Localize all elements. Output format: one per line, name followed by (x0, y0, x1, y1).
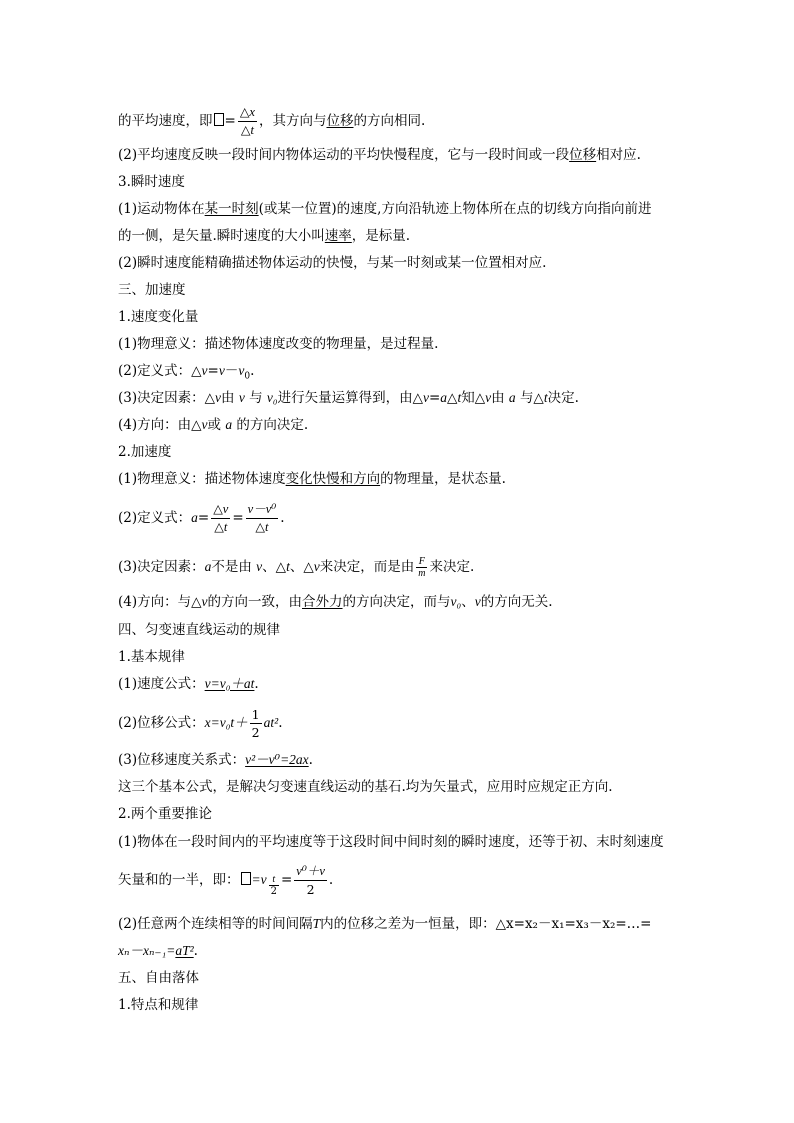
avg-velocity-line: 的平均速度，即 = $\frac{\triangle x}{\triangle t}$ ，其方向与位移的方向相同. (118, 105, 426, 137)
text: (1)速度公式： (118, 676, 205, 692)
var: v (238, 390, 245, 405)
text: 的一侧，是矢量.瞬时速度的大小叫 (118, 228, 325, 244)
text: 的方向决定. (236, 417, 309, 433)
subheading: 1.特点和规律 (118, 997, 199, 1013)
numerator: △v (211, 501, 230, 519)
paragraph-line: 这三个基本公式，是解决匀变速直线运动的基石.均为矢量式，应用时应规定正方向. (118, 779, 613, 795)
var: v (313, 559, 320, 574)
text: 的物理量，是状态量. (380, 471, 506, 487)
var: a (191, 510, 198, 525)
subheading: 2.加速度 (118, 444, 172, 460)
text: 的平均速度，即 (118, 113, 213, 129)
text: = (207, 363, 219, 379)
var: v (201, 363, 208, 378)
var: v₀ (266, 390, 278, 405)
text: 内的位移之差为一恒量，即：△x=x₂－x₁=x₃－x₂=…= (320, 916, 652, 932)
var: v (485, 390, 492, 405)
formula-line (118, 750, 313, 770)
text: (2)定义式：△ (118, 363, 202, 379)
underlined-formula: v²－v⁰=2ax (245, 752, 309, 767)
var: v (422, 390, 429, 405)
denominator: △t (255, 520, 269, 534)
var: v (238, 363, 245, 378)
text: . (328, 872, 334, 888)
text: 与 (249, 390, 263, 406)
paragraph-line (118, 914, 651, 934)
text: 来决定，而是由 (319, 559, 415, 575)
text: = (280, 872, 293, 888)
fraction (250, 706, 262, 741)
var: v₀ (450, 594, 462, 609)
denominator: 2 (270, 886, 277, 897)
var: v (201, 594, 208, 609)
formula-line (118, 361, 254, 381)
var: t (457, 390, 462, 405)
underlined-term: 某一时刻 (204, 201, 259, 217)
text: － (224, 363, 239, 379)
text: 、△ (262, 559, 287, 575)
var: a (225, 417, 233, 432)
numerator: △x (238, 104, 257, 122)
text: = (232, 510, 244, 526)
text: (3)位移速度关系式： (118, 752, 246, 768)
text: 不是由 (211, 559, 252, 575)
text: 进行矢量运算得到，由△ (277, 390, 423, 406)
text: (4)方向：由△ (118, 417, 202, 433)
text: . (254, 676, 259, 692)
formula-line (118, 705, 282, 741)
text: 的方向决定，而与 (342, 594, 451, 610)
paragraph-line: (1)物理意义：描述物体速度改变的物理量，是过程量. (118, 336, 439, 352)
text: 与△ (519, 390, 544, 406)
paragraph-line (118, 592, 553, 612)
paragraph-line (118, 226, 410, 246)
fraction (416, 556, 427, 579)
paragraph-line (118, 415, 308, 435)
formula-line (118, 674, 259, 694)
formula-line (118, 497, 285, 539)
paragraph-line (118, 388, 579, 408)
text: (2)位移公式： (118, 715, 205, 731)
subscript-fraction (269, 874, 279, 897)
text: (2)定义式： (118, 510, 192, 526)
text: (或某一位置)的速度,方向沿轨迹上物体所在点的切线方向指向前进 (258, 201, 652, 217)
section-heading: 五、自由落体 (118, 970, 199, 986)
denominator: △t (240, 123, 254, 137)
text: ，是标量. (351, 228, 411, 244)
formula: xₙ－xₙ₋₁= (118, 943, 176, 958)
section-heading: 四、匀变速直线运动的规律 (118, 622, 280, 638)
var: a (440, 390, 448, 405)
text: (1)运动物体在 (118, 201, 205, 217)
paragraph-line (118, 199, 651, 219)
text: △ (447, 390, 458, 406)
var: T (312, 916, 321, 931)
denominator: △t (214, 520, 228, 534)
v-bar-symbol (214, 113, 224, 126)
formula-line (118, 858, 333, 902)
var: v (256, 559, 263, 574)
var: v (474, 594, 481, 609)
v-bar-symbol (241, 872, 251, 885)
subheading: 1.速度变化量 (118, 309, 199, 325)
text: 的方向一致，由 (207, 594, 303, 610)
numerator: 1 (251, 707, 260, 722)
text: 相对应. (596, 147, 641, 163)
formula-line (118, 941, 198, 961)
text: 矢量和的一半，即： (118, 872, 240, 888)
numerator: v⁰＋v (294, 863, 327, 881)
text: 由 (491, 390, 505, 406)
formula: =v (251, 872, 267, 887)
text: (2)平均速度反映一段时间内物体运动的平均快慢程度，它与一段时间或一段 (118, 147, 570, 163)
text: . (308, 752, 313, 768)
paragraph-line: (1)物体在一段时间内的平均速度等于这段时间中间时刻的瞬时速度，还等于初、末时刻速度 (118, 834, 664, 850)
var: t (543, 390, 548, 405)
text: . (193, 943, 198, 959)
underlined-formula: v=v₀＋at (204, 676, 255, 691)
text: = (197, 510, 210, 526)
var: t (286, 559, 290, 574)
var: v (215, 390, 222, 405)
underlined-formula: aT² (175, 943, 194, 958)
underlined-term: 合外力 (302, 594, 343, 610)
text: (3)决定因素：△ (118, 390, 216, 406)
text: (3)决定因素： (118, 559, 205, 575)
fraction (246, 501, 279, 536)
var: v (218, 363, 225, 378)
underlined-term: 速率 (324, 228, 352, 244)
fraction (294, 863, 327, 898)
underlined-term: 变化快慢和方向 (285, 471, 381, 487)
text: . (250, 363, 255, 379)
denominator: 2 (306, 882, 315, 897)
subheading: 1.基本规律 (118, 649, 185, 665)
text: 的方向相同. (353, 113, 426, 129)
text: = (428, 390, 441, 406)
subheading: 3.瞬时速度 (118, 174, 185, 190)
text: 、△ (289, 559, 314, 575)
paragraph-line (118, 469, 506, 489)
text: 由 (221, 390, 235, 406)
subheading: 2.两个重要推论 (118, 806, 212, 822)
text: ，其方向与 (258, 113, 327, 129)
text: 、 (461, 594, 475, 610)
underlined-term: 位移 (569, 147, 597, 163)
numerator: t (269, 874, 279, 886)
text: 知△ (461, 390, 486, 406)
var: a (204, 559, 212, 574)
section-heading: 三、加速度 (118, 282, 186, 298)
text: 的方向无关. (480, 594, 553, 610)
paragraph-line (118, 552, 474, 582)
text: . (278, 715, 283, 731)
text: (2)任意两个连续相等的时间间隔 (118, 916, 313, 932)
numerator: F (416, 556, 427, 568)
formula: at² (263, 715, 279, 730)
text: . (280, 510, 285, 526)
text: (1)物理意义：描述物体速度 (118, 471, 286, 487)
var: a (508, 390, 516, 405)
denominator: 2 (251, 725, 260, 740)
numerator: v－v⁰ (246, 501, 279, 519)
paragraph-line: (2)瞬时速度能精确描述物体运动的快慢，与某一时刻或某一位置相对应. (118, 255, 547, 271)
formula: x=v₀t＋ (204, 715, 248, 730)
text: 或 (207, 417, 222, 433)
text: (4)方向：与△ (118, 594, 202, 610)
fraction (238, 104, 257, 139)
paragraph-line (118, 145, 641, 165)
var: v (201, 417, 208, 432)
text: 来决定. (429, 559, 475, 575)
subscript: 0 (244, 371, 251, 382)
text: 决定. (547, 390, 579, 406)
fraction (211, 501, 230, 536)
underlined-term: 位移 (326, 113, 354, 129)
denominator: m (418, 568, 426, 579)
